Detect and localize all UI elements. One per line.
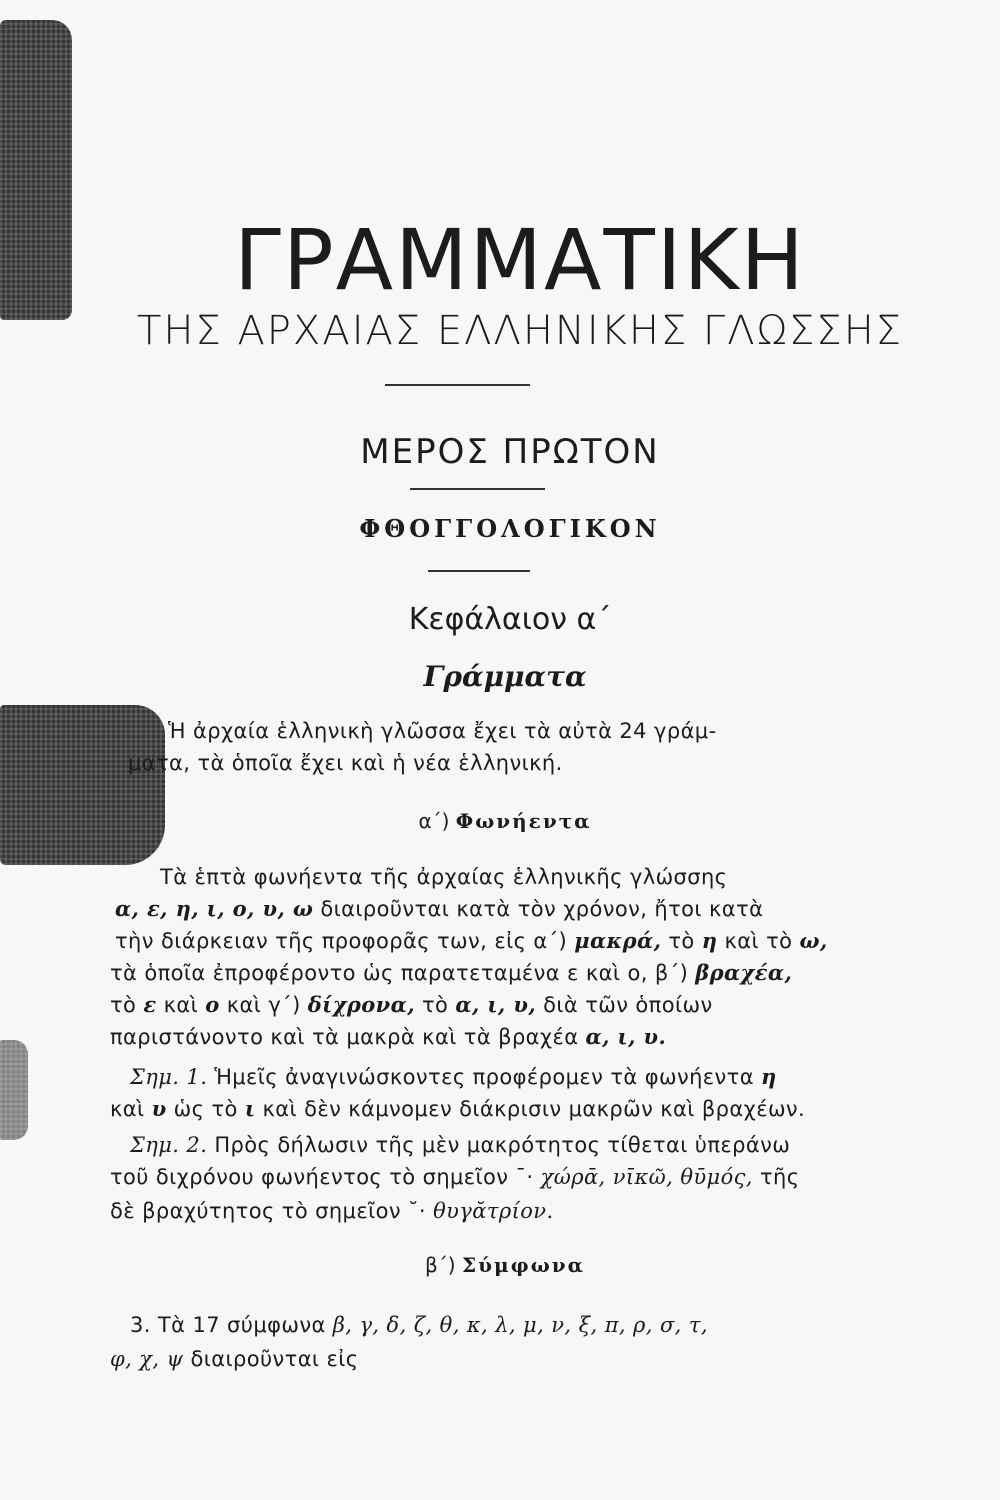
divider-rule: [410, 488, 545, 490]
part-title: ΜΕΡΟΣ ΠΡΩΤΟΝ: [360, 432, 660, 472]
paragraph-line: φ, χ, ψ διαιροῦνται εἰς: [110, 1347, 359, 1371]
note-line: δὲ βραχύτητος τὸ σημεῖον ˘· θυγᾰτρίον.: [110, 1199, 554, 1223]
note-line: Σημ. 2. Πρὸς δήλωσιν τῆς μὲν μακρότητος τίθεται ὑπεράνω: [130, 1133, 791, 1157]
consonants-heading: β΄) Σύμφωνα: [425, 1253, 585, 1277]
paragraph-line: Τὰ ἑπτὰ φωνήεντα τῆς ἀρχαίας ἑλληνικῆς γλώσσης: [160, 865, 728, 889]
paragraph-line: Ἡ ἀρχαία ἑλληνικὴ γλῶσσα ἔχει τὰ αὐτὰ 24 γράμ-: [168, 719, 717, 743]
paragraph-line: ματα, τὰ ὁποῖα ἔχει καὶ ἡ νέα ἑλληνική.: [128, 751, 563, 775]
paragraph-line: τὰ ὁποῖα ἐπροφέροντο ὡς παρατεταμένα ε καὶ ο, β΄) βραχέα,: [110, 960, 793, 985]
paragraph-line: παριστάνοντο καὶ τὰ μακρὰ καὶ τὰ βραχέα α, ι, υ.: [110, 1024, 667, 1049]
book-subtitle: ΤΗΣ ΑΡΧΑΙΑΣ ΕΛΛΗΝΙΚΗΣ ΓΛΩΣΣΗΣ: [136, 308, 904, 354]
note-line: τοῦ διχρόνου φωνήεντος τὸ σημεῖον ¯· χώρᾱ, νῑκῶ, θῡμός, τῆς: [110, 1165, 800, 1189]
note-line: καὶ υ ὡς τὸ ι καὶ δὲν κάμνομεν διάκρισιν μακρῶν καὶ βραχέων.: [110, 1096, 806, 1121]
paragraph-line: τὴν διάρκειαν τῆς προφορᾶς των, εἰς α΄) μακρά, τὸ η καὶ τὸ ω,: [115, 928, 828, 953]
note-line: Σημ. 1. Ἡμεῖς ἀναγινώσκοντες προφέρομεν τὰ φωνήεντα η: [130, 1064, 777, 1089]
divider-rule: [385, 384, 530, 386]
section-title: ΦΘΟΓΓΟΛΟΓΙΚΟΝ: [359, 514, 661, 543]
stain-left-edge: [0, 1040, 28, 1140]
paragraph-line: α, ε, η, ι, ο, υ, ω διαιροῦνται κατὰ τὸν χρόνον, ἤτοι κατὰ: [115, 896, 764, 921]
chapter-title: Κεφάλαιον α΄: [408, 602, 612, 637]
book-title: ΓΡΑΜΜΑΤΙΚΗ: [234, 211, 806, 309]
vowels-heading: α΄) Φωνήεντα: [418, 809, 592, 833]
paragraph-line: 3. Τὰ 17 σύμφωνα β, γ, δ, ζ, θ, κ, λ, μ, ν, ξ, π, ρ, σ, τ,: [130, 1313, 708, 1337]
chapter-heading: Γράμματα: [423, 660, 587, 693]
paragraph-line: τὸ ε καὶ ο καὶ γ΄) δίχρονα, τὸ α, ι, υ, διὰ τῶν ὁποίων: [110, 992, 713, 1017]
torn-cloth-binding-middle: [0, 705, 165, 865]
divider-rule: [428, 570, 530, 572]
